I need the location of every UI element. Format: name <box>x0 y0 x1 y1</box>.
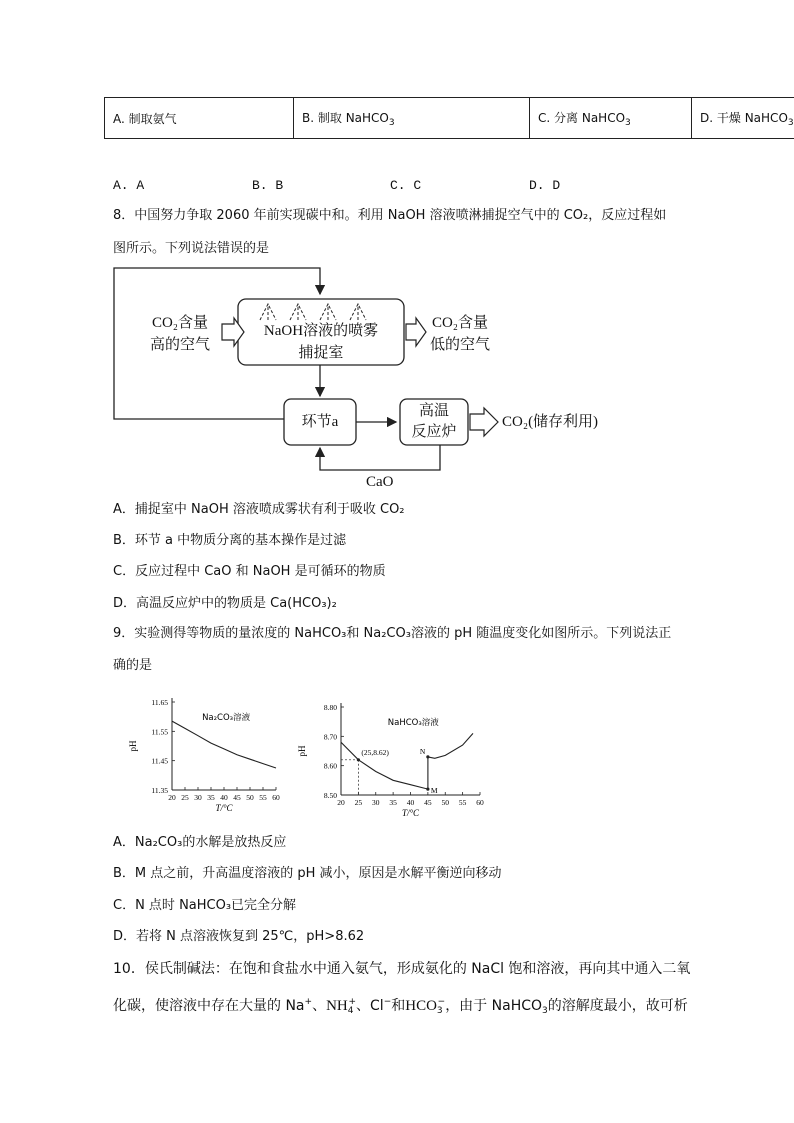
x-tick-label: 55 <box>458 798 467 807</box>
x-tick-label: 50 <box>441 798 449 807</box>
y-tick-label: 11.55 <box>151 727 168 737</box>
chart-title: NaHCO₃溶液 <box>387 718 439 728</box>
x-tick-label: 30 <box>372 798 380 807</box>
chart-title: Na₂CO₃溶液 <box>202 713 251 723</box>
furnace-label: 高温 反应炉 <box>411 403 457 440</box>
right-air-label: CO₂含量 低的空气 <box>430 315 491 353</box>
chamber-label: NaOH溶液的喷雾 捕捉室 <box>263 323 379 361</box>
x-tick-label: 35 <box>389 798 397 807</box>
x-tick-label: 45 <box>233 793 241 802</box>
q7-choice-d: D. D <box>529 178 561 193</box>
y-tick-label: 11.35 <box>151 786 168 795</box>
process-diagram <box>110 264 650 494</box>
q8-stem-line2: 图所示。下列说法错误的是 <box>113 241 270 256</box>
q7-choice-b: B. B <box>252 178 284 193</box>
q8-option-a: A．捕捉室中 NaOH 溶液喷成雾状有利于吸收 CO₂ <box>113 502 405 517</box>
y-tick-label: 11.65 <box>151 698 168 707</box>
q9-stem-line1: 9．实验测得等物质的量浓度的 NaHCO₃和 Na₂CO₃溶液的 pH 随温度变化如图所示。下列说法正 <box>113 626 672 641</box>
left-air-label: CO₂含量 高的空气 <box>150 315 211 353</box>
q9-option-b: B．M 点之前，升高温度溶液的 pH 减小，原因是水解平衡逆向移动 <box>113 866 502 881</box>
x-tick-label: 55 <box>259 793 267 802</box>
y-tick-label: 8.80 <box>323 703 337 712</box>
cao-label: CaO <box>366 474 394 490</box>
nahco3-chart <box>297 703 484 818</box>
q9-option-c: C．N 点时 NaHCO₃已完全分解 <box>113 898 297 913</box>
x-tick-label: 20 <box>168 793 176 802</box>
option-a-cell: A. 制取氨气 <box>105 98 294 139</box>
option-d-cell: D. 干燥 NaHCO$_3$ <box>692 98 794 139</box>
y-axis-label: pH <box>297 745 307 757</box>
point-label: (25,8.62) <box>361 747 389 757</box>
q9-stem-line2: 确的是 <box>113 658 153 673</box>
q9-option-a: A．Na₂CO₃的水解是放热反应 <box>113 835 287 850</box>
process-diagram-svg <box>110 264 650 494</box>
x-tick-label: 40 <box>406 798 415 807</box>
x-tick-label: 25 <box>181 793 189 802</box>
x-tick-label: 20 <box>337 798 345 807</box>
q10-stem-line2: 化碳，使溶液中存在大量的 Na+、$NH_4^+$、Cl−和$HCO_3^-$，由于 NaHCO$_3$的溶解度最小，故可析 <box>113 997 688 1016</box>
q8-stem-line1: 8．中国努力争取 2060 年前实现碳中和。利用 NaOH 溶液喷淋捕捉空气中的 CO₂，反应过程如 <box>113 208 667 223</box>
q8-option-b: B．环节 a 中物质分离的基本操作是过滤 <box>113 533 347 548</box>
step-a-label: 环节a <box>301 414 339 430</box>
data-point <box>426 755 429 758</box>
y-tick-label: 8.50 <box>323 791 337 800</box>
na2co3-chart <box>128 698 280 813</box>
data-point <box>426 788 429 791</box>
x-tick-label: 35 <box>207 793 215 802</box>
y-tick-label: 11.45 <box>151 756 168 766</box>
output-arrow <box>470 408 498 436</box>
q10-stem-line1: 10．侯氏制碱法：在饱和食盐水中通入氨气，形成氨化的 NaCl 饱和溶液，再向其中通入二氧 <box>113 961 691 977</box>
x-axis-label: T/°C <box>215 803 233 813</box>
cao-return-arrow <box>320 445 440 470</box>
x-tick-label: 60 <box>476 798 484 807</box>
q8-option-c: C．反应过程中 CaO 和 NaOH 是可循环的物质 <box>113 564 386 579</box>
x-tick-label: 50 <box>246 793 254 802</box>
ph-charts <box>126 690 496 820</box>
option-b-cell: B. 制取 NaHCO$_3$ <box>294 98 530 139</box>
q7-choice-a: A. A <box>113 178 145 193</box>
x-tick-label: 60 <box>272 793 280 802</box>
x-axis-label: T/°C <box>401 808 420 818</box>
point-label: N <box>419 746 426 756</box>
series-line <box>341 733 473 789</box>
point-label: M <box>430 786 438 796</box>
x-tick-label: 40 <box>220 793 228 802</box>
series-line <box>172 721 276 768</box>
option-c-cell: C. 分离 NaHCO$_3$ <box>530 98 692 139</box>
q7-choice-c: C. C <box>390 178 422 193</box>
x-tick-label: 30 <box>194 793 202 802</box>
y-tick-label: 8.70 <box>323 732 337 742</box>
outflow-arrow <box>406 318 426 346</box>
q9-option-d: D．若将 N 点溶液恢复到 25℃，pH>8.62 <box>113 929 365 944</box>
q8-option-d: D．高温反应炉中的物质是 Ca(HCO₃)₂ <box>113 596 337 611</box>
y-tick-label: 8.60 <box>323 761 337 771</box>
output-label: CO₂(储存利用) <box>502 414 599 430</box>
x-tick-label: 45 <box>424 798 432 807</box>
x-tick-label: 25 <box>354 798 363 807</box>
options-table <box>104 97 794 139</box>
y-axis-label: pH <box>128 740 138 752</box>
